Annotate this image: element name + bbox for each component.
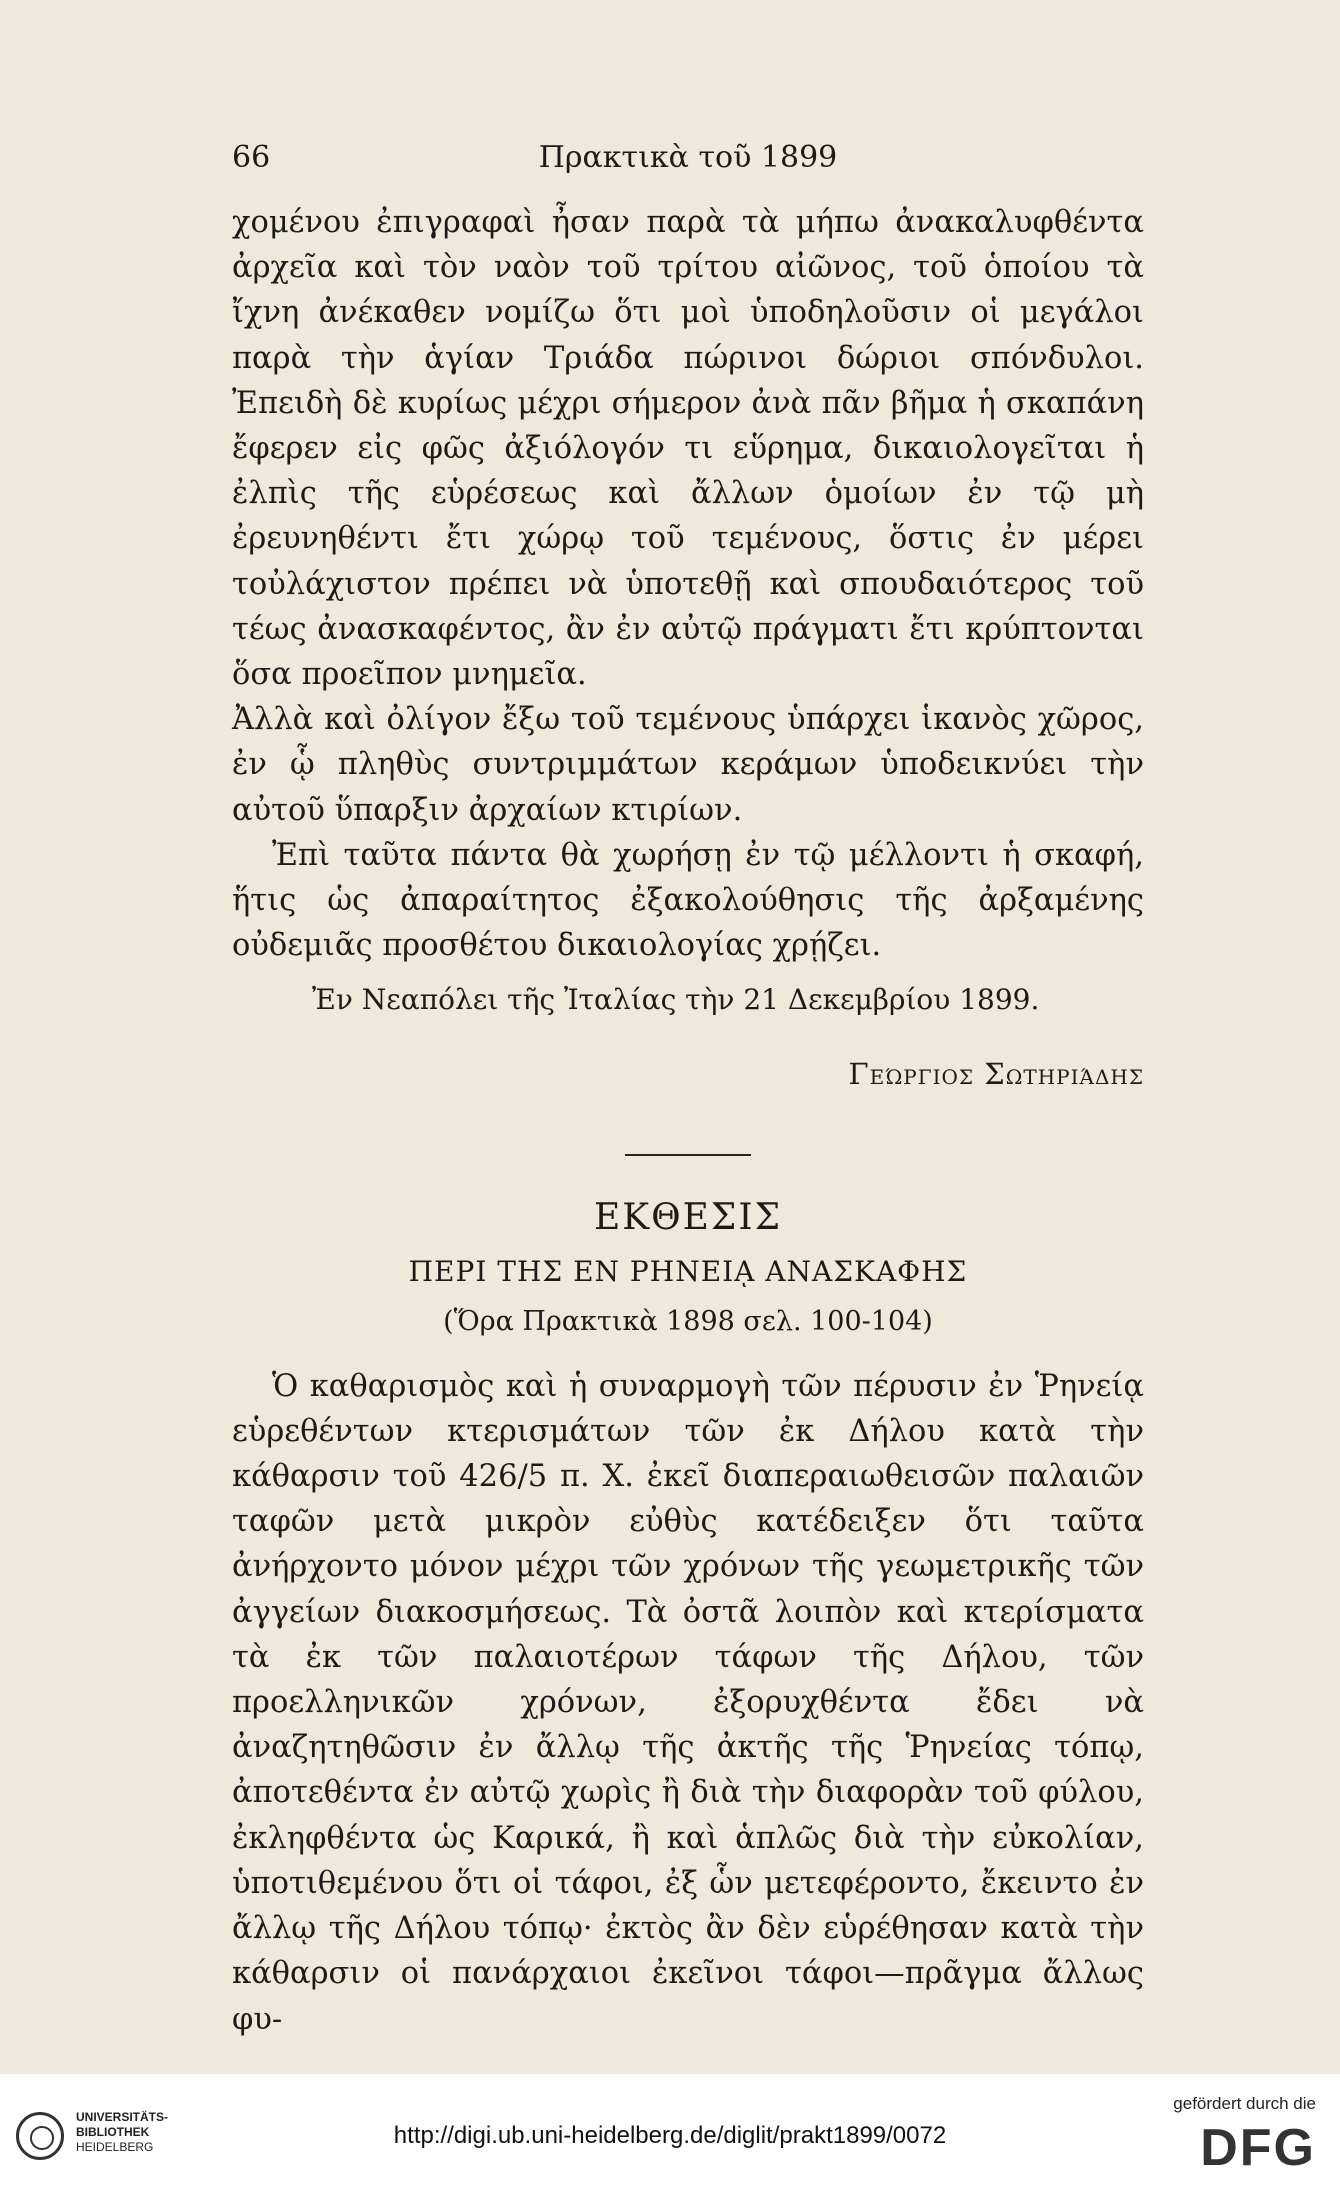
institution-line: UNIVERSITÄTS- <box>76 2110 169 2124</box>
paragraph-1: χομένου ἐπιγραφαὶ ἦσαν παρὰ τὰ μήπω ἀνακαλυφθέντα ἀρχεῖα καὶ τὸν ναὸν τοῦ τρίτου αἰῶνος, τοῦ ὁποίου τὰ ἴχνη ἀνέκαθεν νομίζω ὅτι μοὶ ὑποδηλοῦσιν οἱ μεγάλοι παρὰ τὴν ἁγίαν Τριάδα πώρινοι δώριοι σπόνδυλοι. Ἐπειδὴ δὲ κυρίως μέχρι σήμερον ἀνὰ πᾶν βῆμα ἡ σκαπάνη ἔφερεν εἰς φῶς ἀξιόλογόν τι εὕρημα, δικαιολογεῖται ἡ ἐλπὶς τῆς εὑρέσεως καὶ ἄλλων ὁμοίων ἐν τῷ μὴ ἐρευνηθέντι ἔτι χώρῳ τοῦ τεμένους, ὅστις ἐν μέρει τοὐλάχιστον πρέπει νὰ ὑποτεθῇ καὶ σπουδαιότερος τοῦ τέως ἀνασκαφέντος, ἂν ἐν αὐτῷ πράγματι ἔτι κρύπτονται ὅσα προεῖπον μνημεῖα. <box>232 205 1144 693</box>
paragraph-3: Ἐπὶ ταῦτα πάντα θὰ χωρήσῃ ἐν τῷ μέλλοντι ἡ σκαφή, ἥτις ὡς ἀπαραίτητος ἐξακολούθησις τῆς ἀρξαμένης οὐδεμιᾶς προσθέτου δικαιολογίας χρῄζει. <box>232 837 1144 964</box>
section-reference: (Ὅρα Πρακτικὰ 1898 σελ. 100-104) <box>443 1305 933 1337</box>
section-title: ΕΚΘΕΣΙΣ <box>593 1196 783 1238</box>
institution-line: HEIDELBERG <box>76 2140 154 2154</box>
running-title: Πρακτικὰ τοῦ 1899 <box>538 140 838 175</box>
page-header <box>232 140 1144 180</box>
digitization-footer <box>0 2074 1340 2195</box>
dateline: Ἐν Νεαπόλει τῆς Ἰταλίας τὴν 21 Δεκεμβρίου 1899. <box>312 983 1040 1017</box>
dfg-logo: DFG <box>1200 2119 1316 2177</box>
source-url-link[interactable]: http://digi.ub.uni-heidelberg.de/diglit/prakt1899/0072 <box>393 2122 947 2149</box>
body-text <box>232 200 1144 2042</box>
section-divider <box>625 1154 751 1156</box>
author-signature: Γεώργιος Σωτηριάδης <box>848 1057 1144 1092</box>
page-number: 66 <box>232 140 271 175</box>
funder-block <box>1116 2094 1316 2184</box>
funding-caption: gefördert durch die <box>1173 2094 1316 2113</box>
institution-line: BIBLIOTHEK <box>76 2125 150 2139</box>
section-paragraph: Ὁ καθαρισμὸς καὶ ἡ συναρμογὴ τῶν πέρυσιν ἐν Ῥηνείᾳ εὑρεθέντων κτερισμάτων τῶν ἐκ Δήλου κατὰ τὴν κάθαρσιν τοῦ 426/5 π. Χ. ἐκεῖ διαπεραιωθεισῶν παλαιῶν ταφῶν μετὰ μικρὸν εὐθὺς κατέδειξεν ὅτι ταῦτα ἀνήρχοντο μόνον μέχρι τῶν χρόνων τῆς γεωμετρικῆς τῶν ἀγγείων διακοσμήσεως. Τὰ ὀστᾶ λοιπὸν καὶ κτερίσματα τὰ ἐκ τῶν παλαιοτέρων τάφων τῆς Δήλου, τῶν προελληνικῶν χρόνων, ἐξορυχθέντα ἔδει νὰ ἀναζητηθῶσιν ἐν ἄλλῳ τῆς ἀκτῆς τῆς Ῥηνείας τόπῳ, ἀποτεθέντα ἐν αὐτῷ χωρὶς ἢ διὰ τὴν διαφορὰν τοῦ φύλου, ἐκληφθέντα ὡς Καρικά, ἢ καὶ ἁπλῶς διὰ τὴν εὐκολίαν, ὑποτιθεμένου ὅτι οἱ τάφοι, ἐξ ὧν μετεφέροντο, ἔκειντο ἐν ἄλλῳ τῆς Δήλου τόπῳ· ἐκτὸς ἂν δὲν εὑρέθησαν κατὰ τὴν κάθαρσιν οἱ πανάρχαιοι ἐκεῖνοι τάφοι—πρᾶγμα ἄλλως φυ- <box>232 1368 1144 2037</box>
section-subtitle: ΠΕΡΙ ΤΗΣ ΕΝ ΡΗΝΕΙᾼ ΑΝΑΣΚΑΦΗΣ <box>408 1254 968 1288</box>
paragraph-2: Ἀλλὰ καὶ ὀλίγον ἔξω τοῦ τεμένους ὑπάρχει ἱκανὸς χῶρος, ἐν ᾧ πληθὺς συντριμμάτων κεράμων ὑποδεικνύει τὴν αὐτοῦ ὕπαρξιν ἀρχαίων κτιρίων. <box>232 702 1144 828</box>
